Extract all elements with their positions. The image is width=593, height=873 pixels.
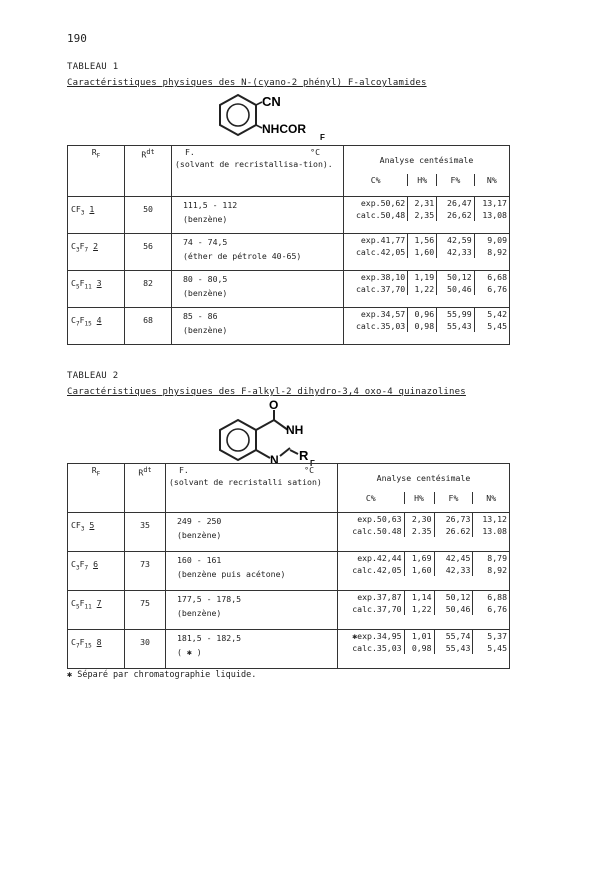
mp-cell <box>166 630 338 669</box>
mp-f-label: F. <box>179 465 189 475</box>
exp-n-value: 9,09 <box>474 234 509 246</box>
rf-formula: C <box>71 315 76 325</box>
n-col-header: N% <box>474 174 509 186</box>
calc-c-value: 42,05 <box>376 565 402 575</box>
exp-label: exp. <box>360 309 381 319</box>
calc-h-value: 2.35 <box>404 525 434 537</box>
table-row <box>68 552 510 591</box>
analysis-cell <box>344 234 510 271</box>
r-label: R <box>299 448 309 463</box>
mp-cell <box>172 308 344 345</box>
analysis-cell <box>344 308 510 345</box>
table-row <box>68 591 510 630</box>
calc-f-value: 50,46 <box>437 283 475 295</box>
rf-header-sub: F <box>96 152 101 160</box>
rf-subscript-f: 15 <box>84 320 92 328</box>
rf-header-text: R <box>91 147 97 157</box>
rf-header-text: R <box>91 465 97 475</box>
rf-subscript: 3 <box>80 525 85 533</box>
fp-col-header: F% <box>437 174 475 186</box>
analysis-values <box>344 308 509 332</box>
exp-c-value: 42,44 <box>376 553 402 563</box>
table2-caption: Caractéristiques physiques des F-alkyl-2 dihydro-3,4 oxo-4 quinazolines <box>67 387 466 397</box>
solvent-value: (éther de pétrole 40-65) <box>183 251 302 261</box>
cn-label: CN <box>262 94 281 109</box>
calc-c-cell <box>338 603 404 615</box>
calc-c-cell <box>338 564 404 576</box>
h-col-header: H% <box>404 492 434 504</box>
calc-c-value: 42,05 <box>380 247 406 257</box>
rf-subscript-f: 11 <box>84 283 92 291</box>
calc-c-cell <box>344 283 408 295</box>
table1-label: TABLEAU 1 <box>67 62 119 72</box>
quinazolinone-structure <box>210 398 350 468</box>
calc-h-value: 1,22 <box>408 283 437 295</box>
calc-n-value: 13,08 <box>474 209 509 221</box>
exp-row <box>338 513 509 525</box>
calc-f-value: 26,62 <box>437 209 475 221</box>
analysis-subheader <box>338 492 509 504</box>
solvent-value: (benzène puis acétone) <box>177 569 286 579</box>
calc-label: calc. <box>352 565 377 575</box>
rdt-header-text: R <box>138 467 144 478</box>
calc-n-value: 6,76 <box>474 283 509 295</box>
table-row <box>68 234 510 271</box>
calc-c-cell <box>338 642 404 654</box>
compound-number: 7 <box>96 598 102 608</box>
rf-formula-f: F <box>79 637 85 647</box>
rf-cell <box>68 308 125 345</box>
solvent-header: (solvant de recristallisa-tion). <box>175 159 333 169</box>
table-row <box>68 513 510 552</box>
exp-c-cell <box>338 630 404 642</box>
rf-subscript: 3 <box>75 246 80 254</box>
exp-c-cell <box>344 271 408 283</box>
calc-label: calc. <box>352 604 377 614</box>
analysis-values <box>338 630 509 654</box>
mp-cell <box>172 271 344 308</box>
rf-subscript-label: F <box>320 133 325 142</box>
mp-cell <box>172 234 344 271</box>
exp-c-cell <box>344 197 408 209</box>
exp-n-value: 5,37 <box>473 630 509 642</box>
mp-header <box>166 464 338 513</box>
rf-formula-f: F <box>79 241 85 251</box>
solvent-value: (benzène) <box>183 214 228 224</box>
exp-row <box>338 630 509 642</box>
calc-label: calc. <box>355 321 381 331</box>
calc-c-value: 35,03 <box>376 643 402 653</box>
compound-number: 6 <box>93 559 98 569</box>
exp-n-value: 5,42 <box>474 308 509 320</box>
calc-n-value: 8,92 <box>474 246 509 258</box>
calc-row <box>338 642 509 654</box>
compound-number: 3 <box>96 278 102 288</box>
exp-h-value: 1,01 <box>404 630 434 642</box>
exp-c-value: 37,87 <box>376 592 402 602</box>
rdt-header-sup: dt <box>146 148 155 156</box>
yield-cell: 82 <box>125 271 172 308</box>
calc-f-value: 50,46 <box>434 603 473 615</box>
header-row <box>68 146 510 197</box>
rf-subscript: 7 <box>75 642 80 650</box>
compound-number: 1 <box>89 204 95 214</box>
yield-cell: 75 <box>125 591 166 630</box>
calc-row <box>344 283 509 295</box>
calc-c-cell <box>344 209 408 221</box>
compound-number: 5 <box>89 520 95 530</box>
calc-h-value: 1,22 <box>404 603 434 615</box>
rf-formula-f: F <box>79 278 85 288</box>
solvent-value: (benzène) <box>177 530 222 540</box>
analysis-cell <box>344 271 510 308</box>
analysis-values <box>338 591 509 615</box>
solvent-value: (benzène) <box>177 608 222 618</box>
c-col-header: C% <box>365 493 376 503</box>
exp-f-value: 55,99 <box>437 308 475 320</box>
analysis-cell <box>338 630 510 669</box>
exp-f-value: 42,45 <box>434 552 473 564</box>
calc-c-value: 50,48 <box>380 210 406 220</box>
exp-row <box>338 552 509 564</box>
exp-row <box>344 308 509 320</box>
footnote: ✱ Séparé par chromatographie liquide. <box>67 670 257 680</box>
calc-h-value: 2,35 <box>408 209 437 221</box>
n-label: N <box>270 453 279 467</box>
mp-value: 80 - 80,5 <box>183 274 228 284</box>
exp-c-value: 50,62 <box>380 198 406 208</box>
calc-h-value: 1,60 <box>404 564 434 576</box>
h-col-header: H% <box>408 174 437 186</box>
rf-formula: C <box>71 241 76 251</box>
rf-formula: CF <box>71 520 81 530</box>
exp-c-cell <box>344 234 408 246</box>
table2 <box>67 463 510 669</box>
nh-label: NH <box>286 423 304 437</box>
rf-subscript-f: 11 <box>84 603 92 611</box>
calc-f-value: 42,33 <box>434 564 473 576</box>
analysis-subheader <box>344 174 509 186</box>
exp-n-value: 13,17 <box>474 197 509 209</box>
calc-row <box>344 320 509 332</box>
solvent-value: (benzène) <box>183 325 228 335</box>
analysis-header <box>344 146 510 197</box>
rf-subscript: 7 <box>75 320 80 328</box>
exp-f-value: 42,59 <box>437 234 475 246</box>
rf-formula-f: F <box>79 315 85 325</box>
analysis-cell <box>338 591 510 630</box>
exp-h-value: 1,14 <box>404 591 434 603</box>
exp-row <box>344 234 509 246</box>
mp-cell <box>166 591 338 630</box>
yield-cell: 35 <box>125 513 166 552</box>
calc-row <box>344 209 509 221</box>
mp-cell <box>172 197 344 234</box>
exp-c-cell <box>338 513 404 525</box>
calc-c-cell <box>344 246 408 258</box>
calc-row <box>338 564 509 576</box>
rdt-header-text: R <box>141 149 147 160</box>
rf-subscript: 5 <box>75 283 80 291</box>
exp-f-value: 26,47 <box>437 197 475 209</box>
calc-c-value: 35,03 <box>380 321 406 331</box>
mp-header-line <box>169 464 334 476</box>
exp-label: exp. <box>360 272 381 282</box>
exp-c-cell <box>338 591 404 603</box>
calc-c-value: 37,70 <box>376 604 402 614</box>
exp-label: exp. <box>357 553 377 563</box>
exp-h-value: 1,19 <box>408 271 437 283</box>
mp-f-label: F. <box>185 147 195 157</box>
analysis-cell <box>338 513 510 552</box>
calc-label: calc. <box>355 210 381 220</box>
mp-value: 181,5 - 182,5 <box>177 633 242 643</box>
exp-label: exp. <box>360 198 381 208</box>
exp-c-value: 34,57 <box>380 309 406 319</box>
mp-value: 160 - 161 <box>177 555 222 565</box>
rf-subscript-f: 7 <box>84 564 89 572</box>
table-row <box>68 308 510 345</box>
rf-subscript: 5 <box>75 603 80 611</box>
analysis-cell <box>344 197 510 234</box>
rf-subscript: 3 <box>75 564 80 572</box>
mp-header-line <box>175 146 340 158</box>
compound-number: 4 <box>96 315 102 325</box>
rf-header-sub: F <box>96 470 101 478</box>
analysis-values <box>344 234 509 258</box>
exp-n-value: 6,88 <box>473 591 509 603</box>
analysis-title: Analyse centésimale <box>379 155 474 165</box>
rf-cell <box>68 591 125 630</box>
exp-h-value: 2,30 <box>404 513 434 525</box>
rf-header <box>68 146 125 197</box>
table1-caption: Caractéristiques physiques des N-(cyano-2 phényl) F-alcoylamides <box>67 78 427 88</box>
rf-cell <box>68 552 125 591</box>
exp-n-value: 13,12 <box>473 513 509 525</box>
exp-h-value: 0,96 <box>408 308 437 320</box>
exp-f-value: 50,12 <box>434 591 473 603</box>
exp-c-cell <box>344 308 408 320</box>
analysis-header <box>338 464 510 513</box>
exp-row <box>338 591 509 603</box>
rf-cell <box>68 271 125 308</box>
exp-f-value: 50,12 <box>437 271 475 283</box>
rdt-header-sup: dt <box>143 466 152 474</box>
analysis-values <box>344 197 509 221</box>
n-col-header: N% <box>473 492 509 504</box>
rf-subscript-label: F <box>310 459 315 468</box>
compound-number: 8 <box>96 637 102 647</box>
analysis-values <box>338 552 509 576</box>
calc-h-value: 1,60 <box>408 246 437 258</box>
table2-label: TABLEAU 2 <box>67 371 119 381</box>
yield-cell: 68 <box>125 308 172 345</box>
calc-row <box>338 603 509 615</box>
mp-unit-label: °C <box>310 147 320 157</box>
cyanophenyl-amide-structure <box>210 90 350 145</box>
yield-cell: 73 <box>125 552 166 591</box>
exp-label: ✱exp. <box>352 631 377 641</box>
calc-f-value: 42,33 <box>437 246 475 258</box>
yield-cell: 50 <box>125 197 172 234</box>
rf-formula: CF <box>71 204 81 214</box>
yield-cell: 56 <box>125 234 172 271</box>
calc-label: calc. <box>355 284 381 294</box>
mp-value: 177,5 - 178,5 <box>177 594 242 604</box>
calc-row <box>338 525 509 537</box>
compound-number: 2 <box>93 241 98 251</box>
mp-header <box>172 146 344 197</box>
solvent-value: (benzène) <box>183 288 228 298</box>
rf-formula: C <box>71 598 76 608</box>
table-row <box>68 197 510 234</box>
rdt-header <box>125 464 166 513</box>
table-row <box>68 271 510 308</box>
calc-label: calc. <box>352 643 377 653</box>
exp-h-value: 1,56 <box>408 234 437 246</box>
mp-unit-label: °C <box>304 465 314 475</box>
mp-cell <box>166 552 338 591</box>
calc-row <box>344 246 509 258</box>
exp-row <box>344 197 509 209</box>
rf-header <box>68 464 125 513</box>
table-row <box>68 630 510 669</box>
rf-cell <box>68 630 125 669</box>
exp-n-value: 6,68 <box>474 271 509 283</box>
exp-row <box>344 271 509 283</box>
exp-c-value: 34,95 <box>376 631 402 641</box>
analysis-values <box>338 513 509 537</box>
exp-label: exp. <box>360 235 381 245</box>
rdt-header <box>125 146 172 197</box>
calc-c-value: 50.48 <box>376 526 402 536</box>
exp-c-value: 38,10 <box>380 272 406 282</box>
header-row <box>68 464 510 513</box>
exp-label: exp. <box>357 514 377 524</box>
exp-h-value: 1,69 <box>404 552 434 564</box>
calc-h-value: 0,98 <box>408 320 437 332</box>
rf-formula-f: F <box>79 598 85 608</box>
calc-f-value: 26.62 <box>434 525 473 537</box>
analysis-cell <box>338 552 510 591</box>
exp-c-value: 41,77 <box>380 235 406 245</box>
page-number: 190 <box>67 32 87 45</box>
rf-subscript: 3 <box>80 209 85 217</box>
mp-value: 85 - 86 <box>183 311 218 321</box>
rf-cell <box>68 234 125 271</box>
exp-label: exp. <box>357 592 377 602</box>
exp-c-cell <box>338 552 404 564</box>
calc-n-value: 5,45 <box>473 642 509 654</box>
exp-n-value: 8,79 <box>473 552 509 564</box>
yield-cell: 30 <box>125 630 166 669</box>
nhcor-label: NHCOR <box>262 122 306 136</box>
rf-cell <box>68 197 125 234</box>
exp-f-value: 55,74 <box>434 630 473 642</box>
rf-subscript-f: 7 <box>84 246 89 254</box>
exp-f-value: 26,73 <box>434 513 473 525</box>
calc-h-value: 0,98 <box>404 642 434 654</box>
mp-value: 249 - 250 <box>177 516 222 526</box>
solvent-value: ( ✱ ) <box>177 647 202 657</box>
fp-col-header: F% <box>434 492 473 504</box>
mp-cell <box>166 513 338 552</box>
solvent-header: (solvant de recristalli sation) <box>169 477 322 487</box>
calc-label: calc. <box>352 526 377 536</box>
analysis-values <box>344 271 509 295</box>
calc-label: calc. <box>355 247 381 257</box>
exp-h-value: 2,31 <box>408 197 437 209</box>
calc-n-value: 8,92 <box>473 564 509 576</box>
rf-formula: C <box>71 278 76 288</box>
analysis-title: Analyse centésimale <box>376 473 471 483</box>
exp-c-value: 50,63 <box>376 514 402 524</box>
calc-c-value: 37,70 <box>380 284 406 294</box>
rf-formula-f: F <box>79 559 85 569</box>
calc-f-value: 55,43 <box>434 642 473 654</box>
rf-formula: C <box>71 559 76 569</box>
c-col-header: C% <box>370 175 381 185</box>
calc-n-value: 13.08 <box>473 525 509 537</box>
calc-n-value: 5,45 <box>474 320 509 332</box>
calc-c-cell <box>344 320 408 332</box>
mp-value: 74 - 74,5 <box>183 237 228 247</box>
mp-value: 111,5 - 112 <box>183 200 238 210</box>
table1 <box>67 145 510 345</box>
rf-formula: C <box>71 637 76 647</box>
calc-n-value: 6,76 <box>473 603 509 615</box>
oxo-label: O <box>269 398 279 412</box>
rf-subscript-f: 15 <box>84 642 92 650</box>
calc-f-value: 55,43 <box>437 320 475 332</box>
rf-cell <box>68 513 125 552</box>
calc-c-cell <box>338 525 404 537</box>
